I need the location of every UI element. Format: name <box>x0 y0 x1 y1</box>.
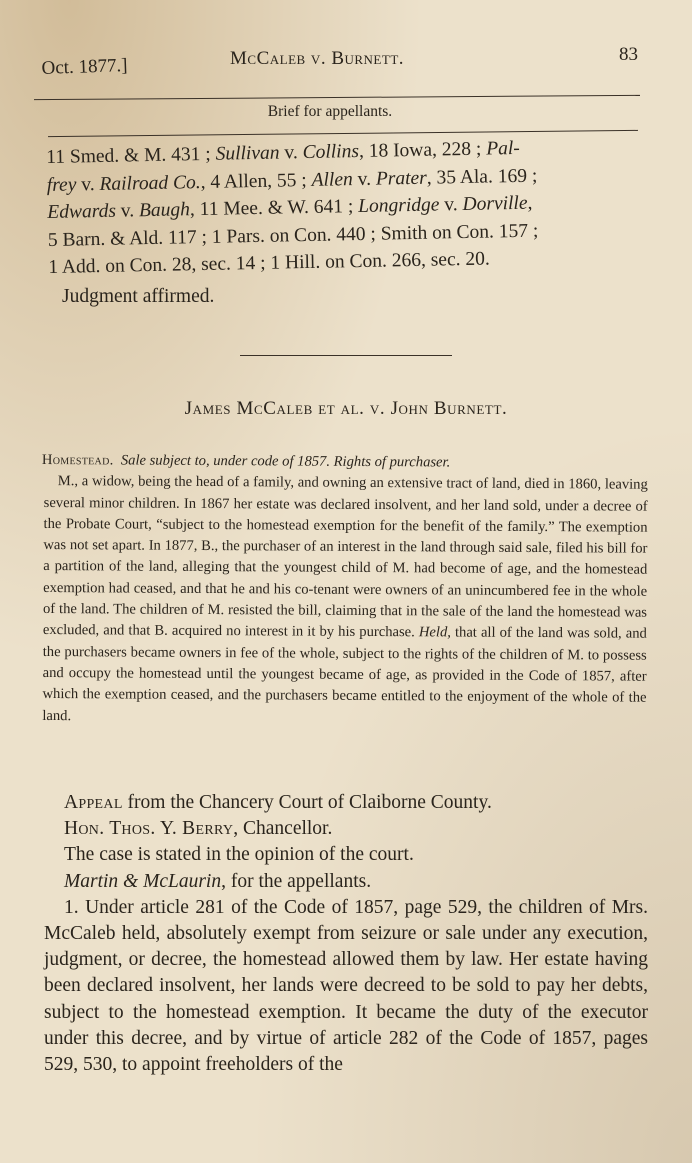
section-divider <box>240 355 452 356</box>
case-stated-line: The case is stated in the opinion of the court. <box>64 844 414 866</box>
judge-line: Hon. Thos. Y. Berry, Chancellor. <box>64 818 333 840</box>
running-head <box>42 44 646 80</box>
headnote-subject: Sale subject to, under code of 1857. Rights of purchaser. <box>120 452 451 471</box>
citation-line: Edwards v. Baugh, 11 Mee. & W. 641 ; Longridge v. Dorville, <box>47 192 533 223</box>
headnote <box>42 450 648 731</box>
headnote-label: Homestead. <box>41 451 114 469</box>
running-title: McCaleb v. Burnett. <box>230 48 405 69</box>
appeal-line: Appeal from the Chancery Court of Claiborne County. <box>64 792 492 813</box>
brief-label: Brief for appellants. <box>267 103 393 120</box>
citation-line: 1 Add. on Con. 28, sec. 14 ; 1 Hill. on Con. 266, sec. 20. <box>48 248 490 278</box>
main-text <box>44 790 648 1078</box>
citation-line: 11 Smed. & M. 431 ; Sullivan v. Collins, 18 Iowa, 228 ; Pal- <box>46 137 520 168</box>
held-label: Held, <box>418 624 451 641</box>
citation-block <box>46 132 649 281</box>
term-date: Oct. 1877.] <box>41 55 128 80</box>
page-number: 83 <box>619 44 638 65</box>
citation-line: frey v. Railroad Co., 4 Allen, 55 ; Allen v. Prater, 35 Ala. 169 ; <box>46 165 538 196</box>
argument-paragraph: 1. Under article 281 of the Code of 1857, page 529, the children of Mrs. McCaleb held, absolutely exempt from seizure or sale under any execution, judgment, or decree, the homestead allowed them by law. Her estate having been declared insolvent, her lands were decreed to be sold to pay her debts, subject to the homestead exemption. It became the duty of the executor under this decree, and by virtue of article 282 of the Code of 1857, pages 529, 530, to appoint freeholders of the <box>44 896 648 1076</box>
judgment-text: Judgment affirmed. <box>62 286 215 307</box>
case-title: James McCaleb et al. v. John Burnett. <box>184 398 508 419</box>
citation-line: 5 Barn. & Ald. 117 ; 1 Pars. on Con. 440 ; Smith on Con. 157 ; <box>47 220 539 251</box>
header-rule-top <box>34 95 640 100</box>
counsel-line: Martin & McLaurin, for the appellants. <box>64 870 372 892</box>
headnote-body: M., a widow, being the head of a family, and owning an extensive tract of land, died in 1860, leaving several minor children. In 1867 her estate was declared insolvent, and her land sold, under a decree of the Probate Court, “subject to the homestead exemption for the benefit of the family.” The exemption was not set apart. In 1877, B., the purchaser of an interest in the land through said sale, filed his bill for a partition of the land, alleging that the youngest child of M. had become of age, and the homestead exemption had ceased, and that he and his co-tenant were owners of an unincumbered fee in the whole of the land. The children of M. resisted the bill, claiming that in the sale of the land the homestead was excluded, and that B. acquired no interest in it by his purchase. Held, that all of the land was sold, and the purchasers became owners in fee of the whole, subject to the rights of the children of M. to possess and occupy the homestead until the youngest became of age, as provided in the Code of 1857, after which the exemption ceased, and the purchasers became entitled to the enjoyment of the whole of the land. <box>42 473 648 724</box>
